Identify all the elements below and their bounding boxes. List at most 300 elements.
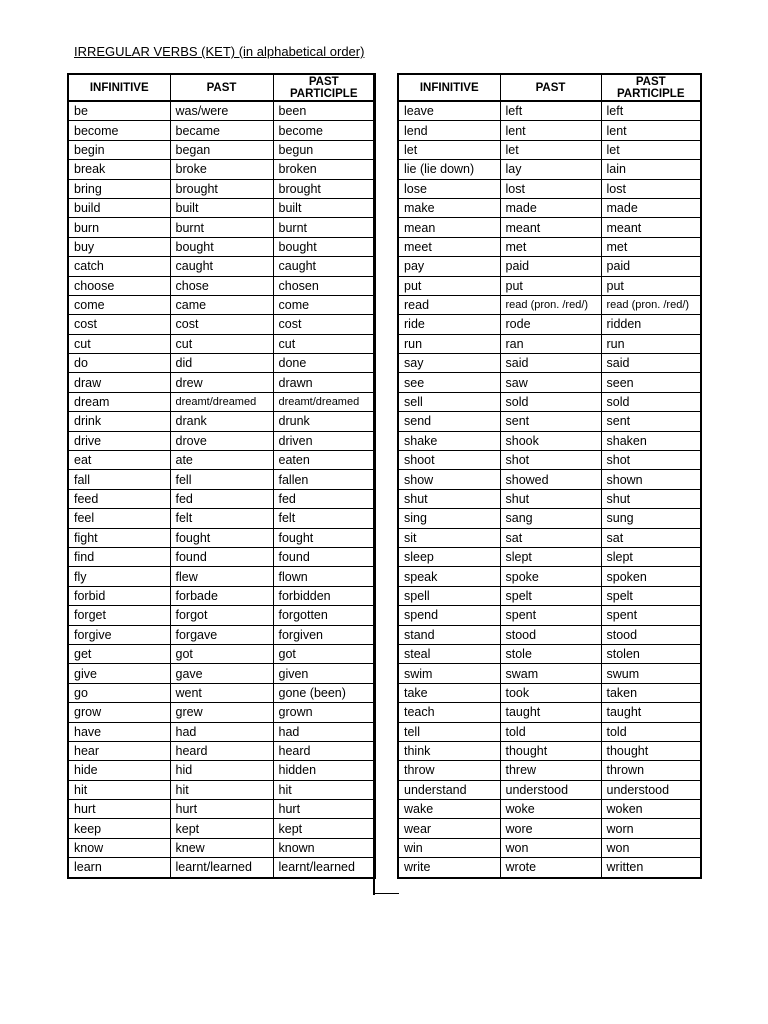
cell-past: taught — [500, 703, 601, 722]
cell-infinitive: feel — [68, 509, 170, 528]
table-row — [68, 819, 375, 838]
cell-past-participle: hit — [273, 780, 375, 799]
table-row — [398, 295, 701, 314]
cell-infinitive: hear — [68, 741, 170, 760]
cell-infinitive: sell — [398, 392, 500, 411]
verb-table-left — [67, 73, 376, 879]
cell-past: let — [500, 140, 601, 159]
cell-infinitive: think — [398, 741, 500, 760]
cell-infinitive: break — [68, 160, 170, 179]
cell-past-participle: taken — [601, 683, 701, 702]
cell-past: sang — [500, 509, 601, 528]
cell-infinitive: do — [68, 354, 170, 373]
cell-infinitive: lose — [398, 179, 500, 198]
cell-past-participle: drawn — [273, 373, 375, 392]
cell-past: chose — [170, 276, 273, 295]
table-row — [68, 334, 375, 353]
cell-past: hid — [170, 761, 273, 780]
table-row — [68, 664, 375, 683]
cell-past: bought — [170, 237, 273, 256]
cell-infinitive: cut — [68, 334, 170, 353]
table-row — [398, 373, 701, 392]
cell-infinitive: keep — [68, 819, 170, 838]
cell-infinitive: draw — [68, 373, 170, 392]
table-row — [68, 470, 375, 489]
cell-past: put — [500, 276, 601, 295]
cell-infinitive: eat — [68, 451, 170, 470]
table-row — [68, 392, 375, 411]
cell-past: fought — [170, 528, 273, 547]
table-row — [68, 586, 375, 605]
cell-past: got — [170, 644, 273, 663]
cell-infinitive: have — [68, 722, 170, 741]
table-row — [398, 625, 701, 644]
cell-past: understood — [500, 780, 601, 799]
table-row — [68, 295, 375, 314]
cell-past-participle: thrown — [601, 761, 701, 780]
cell-infinitive: forget — [68, 606, 170, 625]
cell-past: cut — [170, 334, 273, 353]
cell-infinitive: leave — [398, 101, 500, 121]
cell-infinitive: catch — [68, 257, 170, 276]
cell-past: knew — [170, 838, 273, 857]
cell-past: showed — [500, 470, 601, 489]
cell-past-participle: slept — [601, 547, 701, 566]
cell-past-participle: made — [601, 198, 701, 217]
cell-past: learnt/learned — [170, 858, 273, 878]
table-row — [398, 451, 701, 470]
cell-past-participle: fed — [273, 489, 375, 508]
table-row — [398, 470, 701, 489]
cell-past: paid — [500, 257, 601, 276]
cell-infinitive: say — [398, 354, 500, 373]
cell-infinitive: lend — [398, 121, 500, 140]
cell-past: hurt — [170, 800, 273, 819]
cell-past-participle: been — [273, 101, 375, 121]
cell-infinitive: shut — [398, 489, 500, 508]
cell-past-participle: spent — [601, 606, 701, 625]
table-header-row — [68, 74, 375, 101]
cell-infinitive: fly — [68, 567, 170, 586]
cell-past-participle: sold — [601, 392, 701, 411]
cell-past: began — [170, 140, 273, 159]
table-row — [68, 198, 375, 217]
table-row — [398, 392, 701, 411]
cell-infinitive: shoot — [398, 451, 500, 470]
table-row — [398, 664, 701, 683]
table-row — [68, 838, 375, 857]
cell-infinitive: understand — [398, 780, 500, 799]
cell-past-participle: heard — [273, 741, 375, 760]
cell-past: forgot — [170, 606, 273, 625]
cell-past: forgave — [170, 625, 273, 644]
header-past: PAST — [170, 74, 273, 101]
table-row — [68, 722, 375, 741]
cell-past-participle: stood — [601, 625, 701, 644]
cell-past: threw — [500, 761, 601, 780]
cell-past: swam — [500, 664, 601, 683]
table-row — [398, 276, 701, 295]
cell-past: flew — [170, 567, 273, 586]
table-row — [398, 780, 701, 799]
table-row — [398, 431, 701, 450]
cell-infinitive: shake — [398, 431, 500, 450]
cell-past: left — [500, 101, 601, 121]
table-row — [68, 179, 375, 198]
cell-past: dreamt/dreamed — [170, 392, 273, 411]
cell-past: spelt — [500, 586, 601, 605]
cell-infinitive: send — [398, 412, 500, 431]
cell-past-participle: driven — [273, 431, 375, 450]
table-row — [68, 140, 375, 159]
table-row — [68, 101, 375, 121]
table-row — [398, 683, 701, 702]
cell-past: rode — [500, 315, 601, 334]
table-row — [68, 606, 375, 625]
cell-past-participle: broken — [273, 160, 375, 179]
cell-past-participle: swum — [601, 664, 701, 683]
table-row — [68, 431, 375, 450]
cell-infinitive: find — [68, 547, 170, 566]
cell-past-participle: eaten — [273, 451, 375, 470]
cell-past: wrote — [500, 858, 601, 878]
cell-past: met — [500, 237, 601, 256]
cell-past: told — [500, 722, 601, 741]
cell-past-participle: caught — [273, 257, 375, 276]
table-row — [398, 586, 701, 605]
table-row — [68, 547, 375, 566]
verb-table-right — [397, 73, 702, 879]
cell-infinitive: lie (lie down) — [398, 160, 500, 179]
cell-past-participle: left — [601, 101, 701, 121]
cell-infinitive: drink — [68, 412, 170, 431]
cell-past-participle: shot — [601, 451, 701, 470]
table-row — [398, 741, 701, 760]
table-divider-foot — [373, 893, 399, 894]
cell-past: shook — [500, 431, 601, 450]
cell-infinitive: steal — [398, 644, 500, 663]
cell-past: spoke — [500, 567, 601, 586]
cell-past: drank — [170, 412, 273, 431]
cell-past: read (pron. /red/) — [500, 295, 601, 314]
cell-past-participle: drunk — [273, 412, 375, 431]
cell-infinitive: sleep — [398, 547, 500, 566]
cell-past-participle: sung — [601, 509, 701, 528]
cell-past: sold — [500, 392, 601, 411]
cell-infinitive: take — [398, 683, 500, 702]
table-row — [398, 198, 701, 217]
cell-past-participle: forgotten — [273, 606, 375, 625]
cell-past-participle: dreamt/dreamed — [273, 392, 375, 411]
cell-past: broke — [170, 160, 273, 179]
cell-past-participle: shut — [601, 489, 701, 508]
cell-infinitive: speak — [398, 567, 500, 586]
cell-past-participle: written — [601, 858, 701, 878]
cell-past: gave — [170, 664, 273, 683]
cell-past-participle: shown — [601, 470, 701, 489]
table-row — [398, 528, 701, 547]
cell-past-participle: understood — [601, 780, 701, 799]
cell-infinitive: stand — [398, 625, 500, 644]
cell-past: fell — [170, 470, 273, 489]
cell-past: had — [170, 722, 273, 741]
cell-infinitive: pay — [398, 257, 500, 276]
cell-infinitive: feed — [68, 489, 170, 508]
cell-infinitive: bring — [68, 179, 170, 198]
table-row — [398, 237, 701, 256]
cell-infinitive: make — [398, 198, 500, 217]
cell-infinitive: win — [398, 838, 500, 857]
cell-past-participle: grown — [273, 703, 375, 722]
table-row — [398, 722, 701, 741]
table-row — [398, 334, 701, 353]
cell-past-participle: forbidden — [273, 586, 375, 605]
cell-past: said — [500, 354, 601, 373]
cell-past: drove — [170, 431, 273, 450]
cell-infinitive: fight — [68, 528, 170, 547]
cell-infinitive: wake — [398, 800, 500, 819]
cell-infinitive: see — [398, 373, 500, 392]
cell-past-participle: kept — [273, 819, 375, 838]
cell-past: ran — [500, 334, 601, 353]
table-row — [68, 237, 375, 256]
table-row — [68, 412, 375, 431]
cell-past-participle: spelt — [601, 586, 701, 605]
table-row — [68, 800, 375, 819]
cell-past: grew — [170, 703, 273, 722]
cell-infinitive: go — [68, 683, 170, 702]
cell-past-participle: won — [601, 838, 701, 857]
cell-past-participle: begun — [273, 140, 375, 159]
header-past-participle: PAST PARTICIPLE — [601, 74, 701, 101]
cell-infinitive: learn — [68, 858, 170, 878]
cell-past: shut — [500, 489, 601, 508]
table-row — [68, 373, 375, 392]
cell-infinitive: give — [68, 664, 170, 683]
table-row — [398, 160, 701, 179]
cell-past: wore — [500, 819, 601, 838]
cell-past: slept — [500, 547, 601, 566]
cell-past: kept — [170, 819, 273, 838]
table-row — [68, 625, 375, 644]
table-row — [398, 819, 701, 838]
table-row — [68, 741, 375, 760]
cell-past-participle: stolen — [601, 644, 701, 663]
cell-infinitive: know — [68, 838, 170, 857]
header-past-participle: PAST PARTICIPLE — [273, 74, 375, 101]
cell-past-participle: spoken — [601, 567, 701, 586]
cell-past-participle: sent — [601, 412, 701, 431]
cell-infinitive: wear — [398, 819, 500, 838]
cell-past: won — [500, 838, 601, 857]
table-row — [398, 838, 701, 857]
cell-past: went — [170, 683, 273, 702]
table-row — [398, 509, 701, 528]
table-row — [398, 315, 701, 334]
table-row — [68, 489, 375, 508]
cell-infinitive: spell — [398, 586, 500, 605]
cell-infinitive: sing — [398, 509, 500, 528]
table-row — [68, 761, 375, 780]
cell-past-participle: gone (been) — [273, 683, 375, 702]
cell-past-participle: known — [273, 838, 375, 857]
cell-infinitive: become — [68, 121, 170, 140]
table-divider-line — [373, 73, 375, 895]
cell-past-participle: put — [601, 276, 701, 295]
table-header-row — [398, 74, 701, 101]
cell-infinitive: choose — [68, 276, 170, 295]
cell-infinitive: burn — [68, 218, 170, 237]
cell-past: was/were — [170, 101, 273, 121]
cell-past: caught — [170, 257, 273, 276]
cell-past-participle: meant — [601, 218, 701, 237]
cell-past: spent — [500, 606, 601, 625]
table-row — [68, 121, 375, 140]
cell-past-participle: forgiven — [273, 625, 375, 644]
cell-infinitive: mean — [398, 218, 500, 237]
table-row — [398, 858, 701, 878]
cell-past-participle: found — [273, 547, 375, 566]
cell-past-participle: met — [601, 237, 701, 256]
cell-past-participle: taught — [601, 703, 701, 722]
cell-past: took — [500, 683, 601, 702]
table-row — [398, 121, 701, 140]
cell-past: ate — [170, 451, 273, 470]
cell-infinitive: begin — [68, 140, 170, 159]
cell-infinitive: forgive — [68, 625, 170, 644]
table-row — [398, 567, 701, 586]
cell-past-participle: sat — [601, 528, 701, 547]
table-row — [398, 218, 701, 237]
cell-past-participle: become — [273, 121, 375, 140]
cell-past-participle: hidden — [273, 761, 375, 780]
table-row — [398, 140, 701, 159]
table-row — [398, 800, 701, 819]
cell-past: heard — [170, 741, 273, 760]
table-row — [398, 547, 701, 566]
header-past: PAST — [500, 74, 601, 101]
table-row — [68, 703, 375, 722]
table-row — [398, 257, 701, 276]
cell-past: found — [170, 547, 273, 566]
cell-past: came — [170, 295, 273, 314]
table-row — [398, 703, 701, 722]
table-row — [68, 528, 375, 547]
cell-past-participle: felt — [273, 509, 375, 528]
cell-past-participle: fought — [273, 528, 375, 547]
cell-infinitive: hide — [68, 761, 170, 780]
cell-past-participle: said — [601, 354, 701, 373]
cell-past: forbade — [170, 586, 273, 605]
table-row — [398, 101, 701, 121]
cell-infinitive: meet — [398, 237, 500, 256]
header-infinitive: INFINITIVE — [398, 74, 500, 101]
cell-past-participle: had — [273, 722, 375, 741]
cell-past: brought — [170, 179, 273, 198]
cell-past-participle: lost — [601, 179, 701, 198]
cell-past: woke — [500, 800, 601, 819]
table-row — [398, 489, 701, 508]
cell-past: shot — [500, 451, 601, 470]
cell-infinitive: fall — [68, 470, 170, 489]
table-row — [68, 451, 375, 470]
cell-infinitive: swim — [398, 664, 500, 683]
cell-past: hit — [170, 780, 273, 799]
cell-past: sat — [500, 528, 601, 547]
table-row — [68, 218, 375, 237]
table-row — [398, 761, 701, 780]
cell-infinitive: cost — [68, 315, 170, 334]
cell-past: stole — [500, 644, 601, 663]
cell-past: lay — [500, 160, 601, 179]
cell-past-participle: come — [273, 295, 375, 314]
cell-infinitive: show — [398, 470, 500, 489]
cell-past: lost — [500, 179, 601, 198]
cell-infinitive: grow — [68, 703, 170, 722]
cell-infinitive: write — [398, 858, 500, 878]
cell-past-participle: cost — [273, 315, 375, 334]
cell-past: meant — [500, 218, 601, 237]
cell-past-participle: thought — [601, 741, 701, 760]
table-row — [398, 644, 701, 663]
table-row — [68, 567, 375, 586]
table-row — [68, 509, 375, 528]
cell-past-participle: cut — [273, 334, 375, 353]
cell-past-participle: let — [601, 140, 701, 159]
cell-infinitive: run — [398, 334, 500, 353]
table-row — [398, 606, 701, 625]
cell-past-participle: flown — [273, 567, 375, 586]
cell-past: did — [170, 354, 273, 373]
cell-past-participle: learnt/learned — [273, 858, 375, 878]
cell-infinitive: tell — [398, 722, 500, 741]
cell-infinitive: hurt — [68, 800, 170, 819]
table-row — [398, 179, 701, 198]
cell-past-participle: brought — [273, 179, 375, 198]
cell-past-participle: read (pron. /red/) — [601, 295, 701, 314]
cell-past-participle: built — [273, 198, 375, 217]
cell-past-participle: paid — [601, 257, 701, 276]
cell-past-participle: seen — [601, 373, 701, 392]
cell-past-participle: shaken — [601, 431, 701, 450]
cell-infinitive: be — [68, 101, 170, 121]
header-infinitive: INFINITIVE — [68, 74, 170, 101]
table-row — [68, 683, 375, 702]
cell-infinitive: put — [398, 276, 500, 295]
cell-infinitive: read — [398, 295, 500, 314]
table-row — [68, 858, 375, 878]
table-row — [68, 315, 375, 334]
table-row — [68, 354, 375, 373]
cell-past: burnt — [170, 218, 273, 237]
cell-past: thought — [500, 741, 601, 760]
cell-past-participle: woken — [601, 800, 701, 819]
cell-past-participle: chosen — [273, 276, 375, 295]
cell-past-participle: lent — [601, 121, 701, 140]
cell-past: felt — [170, 509, 273, 528]
cell-past-participle: told — [601, 722, 701, 741]
cell-infinitive: let — [398, 140, 500, 159]
cell-past-participle: run — [601, 334, 701, 353]
cell-infinitive: get — [68, 644, 170, 663]
cell-past: sent — [500, 412, 601, 431]
cell-infinitive: come — [68, 295, 170, 314]
table-row — [68, 276, 375, 295]
cell-past-participle: given — [273, 664, 375, 683]
cell-past-participle: bought — [273, 237, 375, 256]
cell-past-participle: lain — [601, 160, 701, 179]
cell-infinitive: forbid — [68, 586, 170, 605]
